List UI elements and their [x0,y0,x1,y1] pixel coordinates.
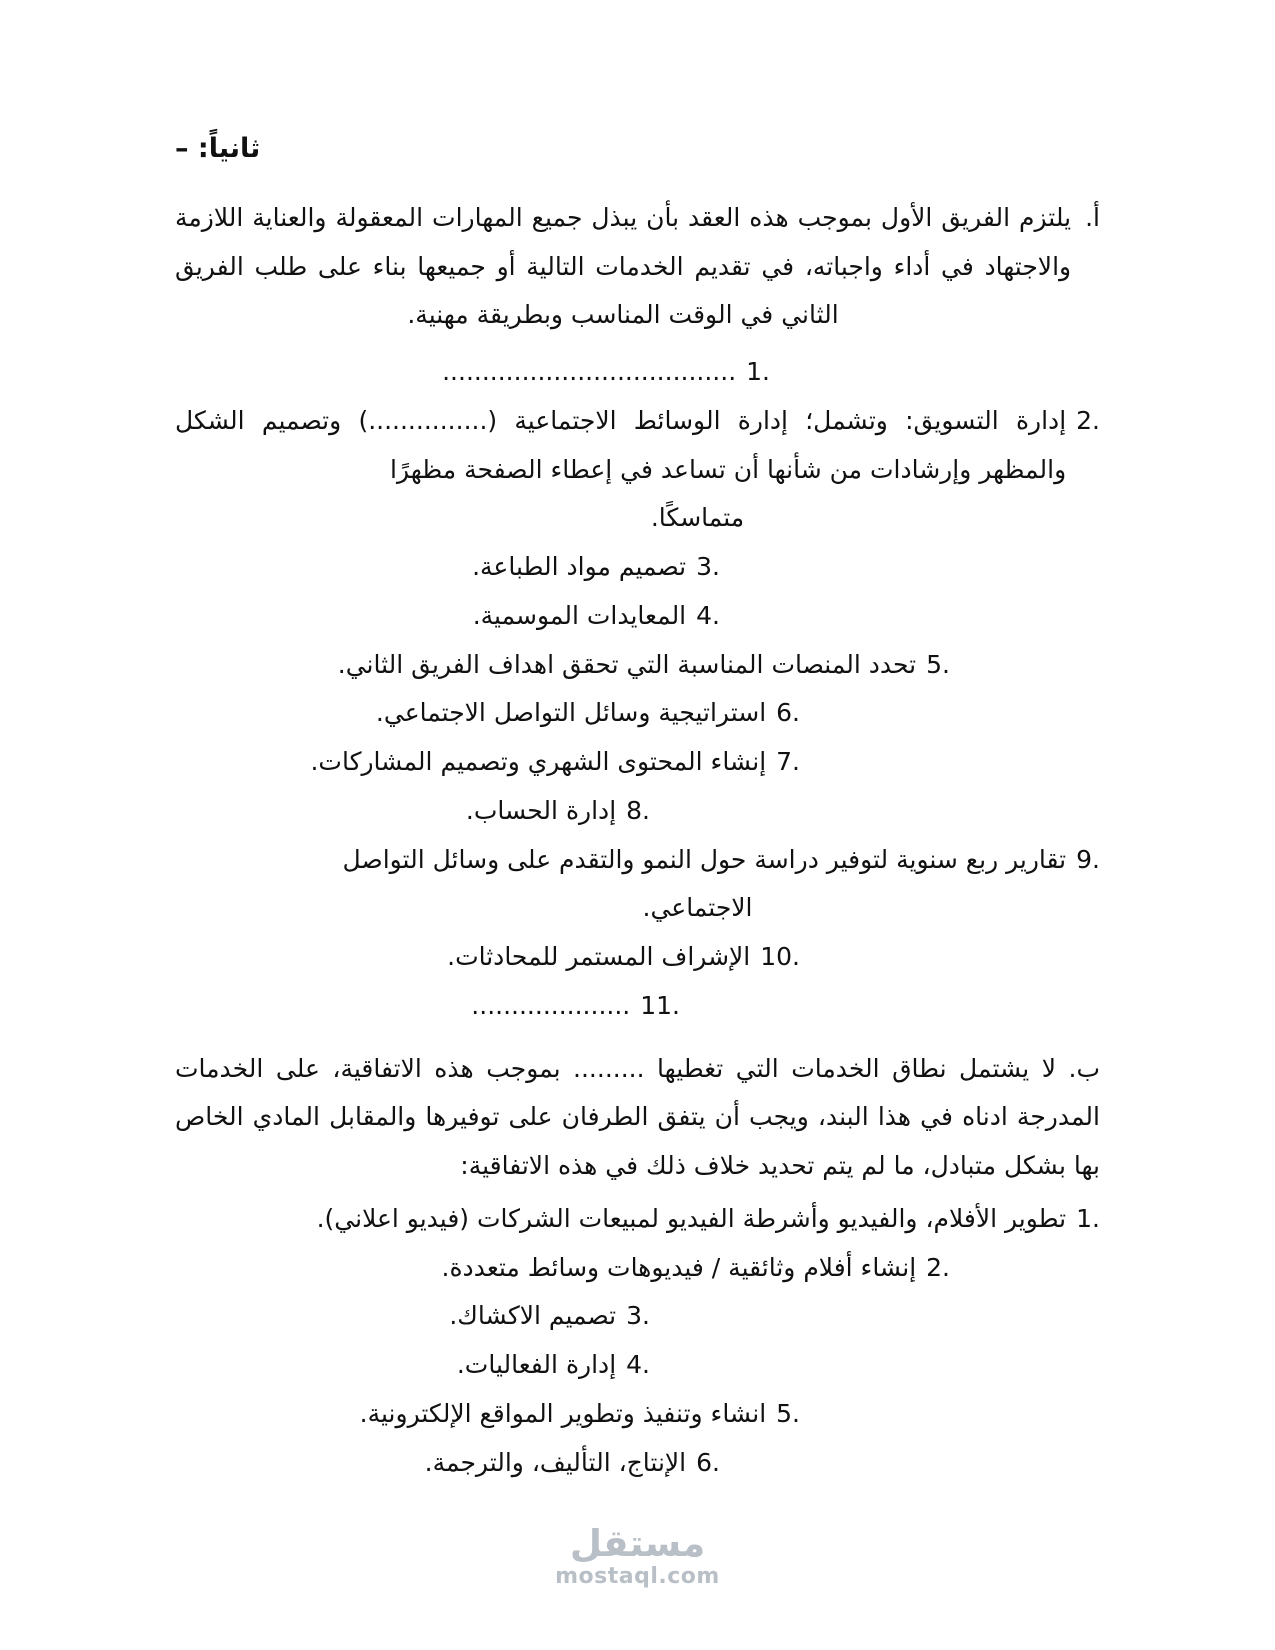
list-item [175,397,1100,495]
list-item-number: 6. [776,698,800,728]
list-item-continuation: متماسكًا. [650,503,745,533]
list-item-number: 9. [1076,844,1100,874]
list-item [175,1341,1100,1390]
list-item [175,1390,1100,1439]
list-item-text: تصميم مواد الطباعة. [472,552,687,582]
list-item [175,641,1100,690]
list-item-number: 8. [626,795,650,825]
clause-b-list [175,1195,1100,1488]
list-item [175,543,1100,592]
list-item-number: 3. [626,1301,650,1331]
list-item-text: تطوير الأفلام، والفيديو وأشرطة الفيديو لمبيعات الشركات (فيديو اعلاني). [316,1203,1067,1233]
list-item [175,348,1100,397]
list-item-number: 3. [696,552,720,582]
list-item [175,1292,1100,1341]
list-item-text: إنشاء المحتوى الشهري وتصميم المشاركات. [310,747,767,777]
list-item-number: 4. [626,1350,650,1380]
list-item-number: 1. [746,357,770,387]
list-item-text: إدارة التسويق: وتشمل؛ إدارة الوسائط الاجتماعية (...............) وتصميم الشكل والمظهر وإرشادات من شأنها أن تساعد في إعطاء الصفحة مظهرًا [175,405,1067,484]
list-item [175,787,1100,836]
list-item-text: .................... [471,990,631,1020]
clause-a-marker: أ. [1085,202,1100,232]
list-item-text: إدارة الحساب. [465,795,617,825]
clause-a-list [175,348,1100,1031]
list-item-text: المعايدات الموسمية. [472,600,687,630]
list-item-number: 1. [1076,1203,1100,1233]
list-item-text: إدارة الفعاليات. [456,1350,617,1380]
clause-a-text: يلتزم الفريق الأول بموجب هذه العقد بأن يبذل جميع المهارات المعقولة والعناية اللازمة والاجتهاد في أداء واجباته، في تقديم الخدمات التالية أو جميعها بناء على طلب الفريق الثاني في الوقت المناسب وبطريقة مهنية. [175,202,1072,330]
list-item [175,689,1100,738]
list-item [175,1195,1100,1244]
list-item-text: انشاء وتنفيذ وتطوير المواقع الإلكترونية. [359,1398,767,1428]
list-item-number: 4. [696,600,720,630]
list-item-number: 2. [1076,405,1100,435]
watermark-domain: mostaql.com [555,1564,720,1589]
watermark-arabic-logo: مستقل [569,1522,706,1565]
list-item-text: ..................................... [442,357,737,387]
mostaql-watermark [0,1522,1275,1589]
list-item-number: 2. [926,1252,950,1282]
list-item [175,1244,1100,1293]
clause-b-text: ب. لا يشتمل نطاق الخدمات التي تغطيها ......... بموجب هذه الاتفاقية، على الخدمات المدرجة ادناه في هذا البند، ويجب أن يتفق الطرفان على توفيرها والمقابل المادي الخاص بها بشكل متبادل، ما لم يتم تحديد خلاف ذلك في هذه الاتفاقية: [175,1053,1100,1181]
clause-a [175,194,1100,340]
list-item-text: تصميم الاكشاك. [449,1301,617,1331]
list-item [175,836,1100,885]
section-heading: ثانياً: – [175,133,261,164]
list-item-number: 5. [776,1398,800,1428]
list-item-number: 10. [760,942,800,972]
list-item [175,982,1100,1031]
list-item [175,738,1100,787]
list-item-number: 5. [926,649,950,679]
list-item [175,933,1100,982]
list-item-continuation: الاجتماعي. [642,893,753,923]
list-item-text: الإنتاج، التأليف، والترجمة. [424,1447,687,1477]
list-item-number: 6. [696,1447,720,1477]
document-body [175,130,1100,1487]
list-item-text: الإشراف المستمر للمحادثات. [447,942,751,972]
list-item-text: تحدد المنصات المناسبة التي تحقق اهداف الفريق الثاني. [337,649,917,679]
list-item-number: 7. [776,747,800,777]
list-item-text: استراتيجية وسائل التواصل الاجتماعي. [375,698,767,728]
list-item-number: 11. [640,990,680,1020]
list-item-text: إنشاء أفلام وثائقية / فيديوهات وسائط متعددة. [441,1252,917,1282]
list-item [175,592,1100,641]
list-item-text: تقارير ربع سنوية لتوفير دراسة حول النمو والتقدم على وسائل التواصل [342,844,1067,874]
list-item [175,1439,1100,1488]
